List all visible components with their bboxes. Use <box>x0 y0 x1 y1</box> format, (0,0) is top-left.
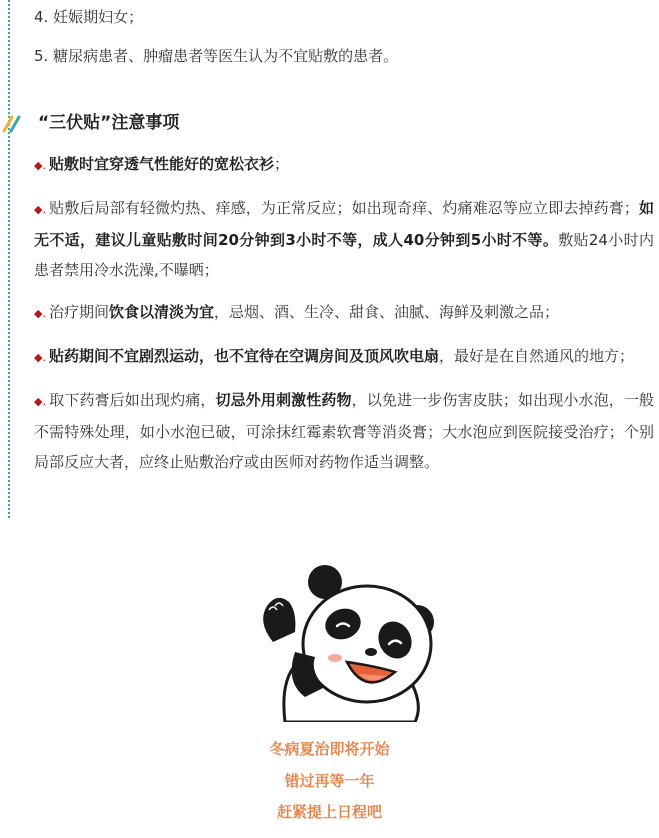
list-item-5: 5. 糖尿病患者、肿瘤患者等医生认为不宜贴敷的患者。 <box>34 47 399 65</box>
slash-decoration-icon <box>0 113 26 133</box>
precaution-item-2: ◆. 贴敷后局部有轻微灼热、痒感，为正常反应；如出现奇痒、灼痛难忍等应立即去掉药膏；如无不适，建议儿童贴敷时间20分钟到3小时不等，成人40分钟到5小时不等。敷贴24小时内患者禁用冷水洗澡,不曝晒； <box>34 199 654 279</box>
bullet-marker-icon: ◆. <box>34 307 46 320</box>
precaution-item-3: ◆. 治疗期间饮食以清淡为宜，忌烟、酒、生冷、甜食、油腻、海鲜及刺激之品； <box>34 303 560 321</box>
bullet-marker-icon: ◆. <box>34 351 46 364</box>
section-header <box>34 109 634 137</box>
precaution-item-1: ◆. 贴敷时宜穿透气性能好的宽松衣衫； <box>34 155 289 173</box>
footer-line-2: 错过再等一年 <box>284 772 375 790</box>
precautions-list <box>34 149 654 489</box>
bullet-marker-icon: ◆. <box>34 395 47 408</box>
panda-mascot-icon <box>255 562 445 722</box>
bullet-marker-icon: ◆. <box>34 203 47 216</box>
precaution-item-5: ◆. 取下药膏后如出现灼痛，切忌外用刺激性药物，以免进一步伤害皮肤；如出现小水泡，一般不需特殊处理，如小水泡已破，可涂抹红霉素软膏等消炎膏；大水泡应到医院接受治疗；个别局部反应大者，应终止贴敷治疗或由医师对药物作适当调整。 <box>34 391 654 471</box>
bullet-marker-icon: ◆. <box>34 159 46 172</box>
list-item-4: 4. 妊娠期妇女； <box>34 8 144 26</box>
precaution-item-4: ◆. 贴药期间不宜剧烈运动，也不宜待在空调房间及顶风吹电扇，最好是在自然通风的地方； <box>34 347 634 365</box>
dotted-divider <box>8 0 10 518</box>
footer-line-1: 冬病夏治即将开始 <box>269 740 390 758</box>
section-title: “三伏贴”注意事项 <box>38 113 180 133</box>
footer-line-3: 赶紧提上日程吧 <box>276 803 382 821</box>
